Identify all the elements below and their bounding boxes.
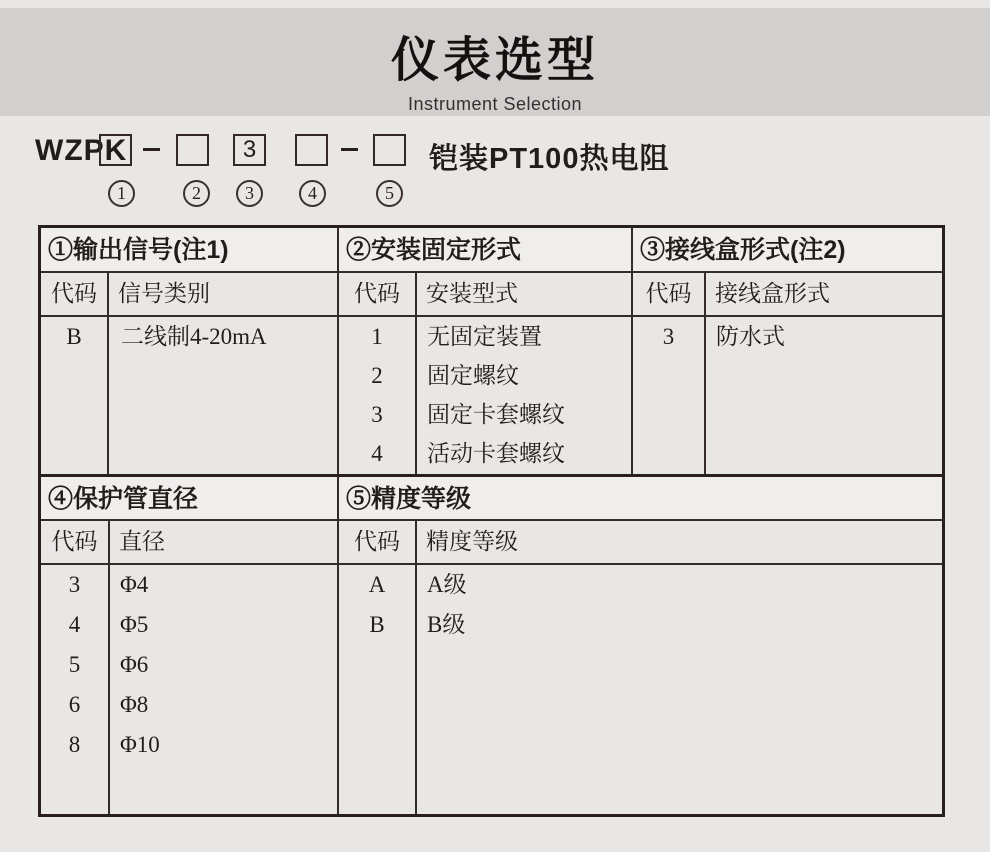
section4-desc-column	[110, 565, 339, 814]
page-subtitle: Instrument Selection	[407, 94, 583, 114]
desc-cell: 防水式	[716, 324, 785, 349]
model-box-1	[99, 134, 132, 166]
section5-code-header: 代码	[339, 521, 417, 565]
desc-cell: A级	[427, 572, 467, 597]
code-cell: A	[368, 572, 386, 597]
section1-title: ①输出信号(注1)	[41, 228, 339, 273]
model-box-3: 3	[233, 134, 266, 166]
page-title: 仪表选型	[390, 34, 599, 87]
lower-title-row	[41, 477, 942, 521]
section3-desc-header: 接线盒形式	[706, 273, 942, 317]
section1-desc-column	[109, 317, 339, 474]
header-band	[0, 8, 990, 116]
section4-code-header: 代码	[41, 521, 110, 565]
circled-number-2: 2	[183, 180, 210, 207]
code-cell: 8	[68, 732, 81, 757]
section2-code-column	[339, 317, 417, 474]
section1-desc-header: 信号类别	[109, 273, 339, 317]
desc-cell: 固定卡套螺纹	[427, 402, 565, 427]
desc-cell: Φ4	[120, 572, 149, 597]
desc-cell: Φ10	[120, 732, 160, 757]
desc-cell: 活动卡套螺纹	[427, 441, 565, 466]
selection-table	[38, 225, 945, 817]
section1-code-header: 代码	[41, 273, 109, 317]
code-cell: 5	[68, 652, 81, 677]
section2-title: ②安装固定形式	[339, 228, 633, 273]
section3-title: ③接线盒形式(注2)	[633, 228, 942, 273]
code-cell: B	[369, 612, 385, 637]
lower-body	[41, 565, 942, 814]
circled-number-1: 1	[108, 180, 135, 207]
upper-body	[41, 317, 942, 474]
section4-code-column	[41, 565, 110, 814]
section1-code-column	[41, 317, 109, 474]
model-prefix: WZPK	[35, 134, 128, 167]
code-cell: 4	[68, 612, 81, 637]
code-cell: 3	[371, 402, 383, 427]
model-suffix: 铠装PT100热电阻	[429, 143, 670, 175]
circled-number-5: 5	[376, 180, 403, 207]
section5-code-column	[339, 565, 417, 814]
desc-cell: 二线制4-20mA	[121, 324, 267, 349]
code-cell: 1	[371, 324, 383, 349]
desc-cell: Φ6	[120, 652, 149, 677]
code-cell: B	[66, 324, 82, 349]
upper-header-row	[41, 273, 942, 317]
section3-code-column	[633, 317, 706, 474]
model-box-4	[295, 134, 328, 166]
dash-separator	[341, 148, 358, 151]
dash-separator	[143, 148, 160, 151]
section4-desc-header: 直径	[110, 521, 339, 565]
section2-code-header: 代码	[339, 273, 417, 317]
section2-desc-header: 安装型式	[417, 273, 633, 317]
desc-cell: B级	[427, 612, 466, 637]
section5-desc-column	[417, 565, 942, 814]
section5-desc-header: 精度等级	[417, 521, 942, 565]
section5-title: ⑤精度等级	[339, 477, 942, 521]
circled-number-4: 4	[299, 180, 326, 207]
code-cell: 3	[68, 572, 81, 597]
code-cell: 3	[662, 324, 675, 349]
upper-title-row	[41, 228, 942, 273]
section2-desc-column	[417, 317, 633, 474]
desc-cell: Φ8	[120, 692, 149, 717]
circled-number-3: 3	[236, 180, 263, 207]
desc-cell: 无固定装置	[427, 324, 542, 349]
desc-cell: 固定螺纹	[427, 363, 519, 388]
code-cell: 4	[371, 441, 383, 466]
code-cell: 2	[371, 363, 383, 388]
model-box-2	[176, 134, 209, 166]
section4-title: ④保护管直径	[41, 477, 339, 521]
code-cell: 6	[68, 692, 81, 717]
desc-cell: Φ5	[120, 612, 149, 637]
model-box-5	[373, 134, 406, 166]
section3-code-header: 代码	[633, 273, 706, 317]
lower-header-row	[41, 521, 942, 565]
section3-desc-column	[706, 317, 942, 474]
